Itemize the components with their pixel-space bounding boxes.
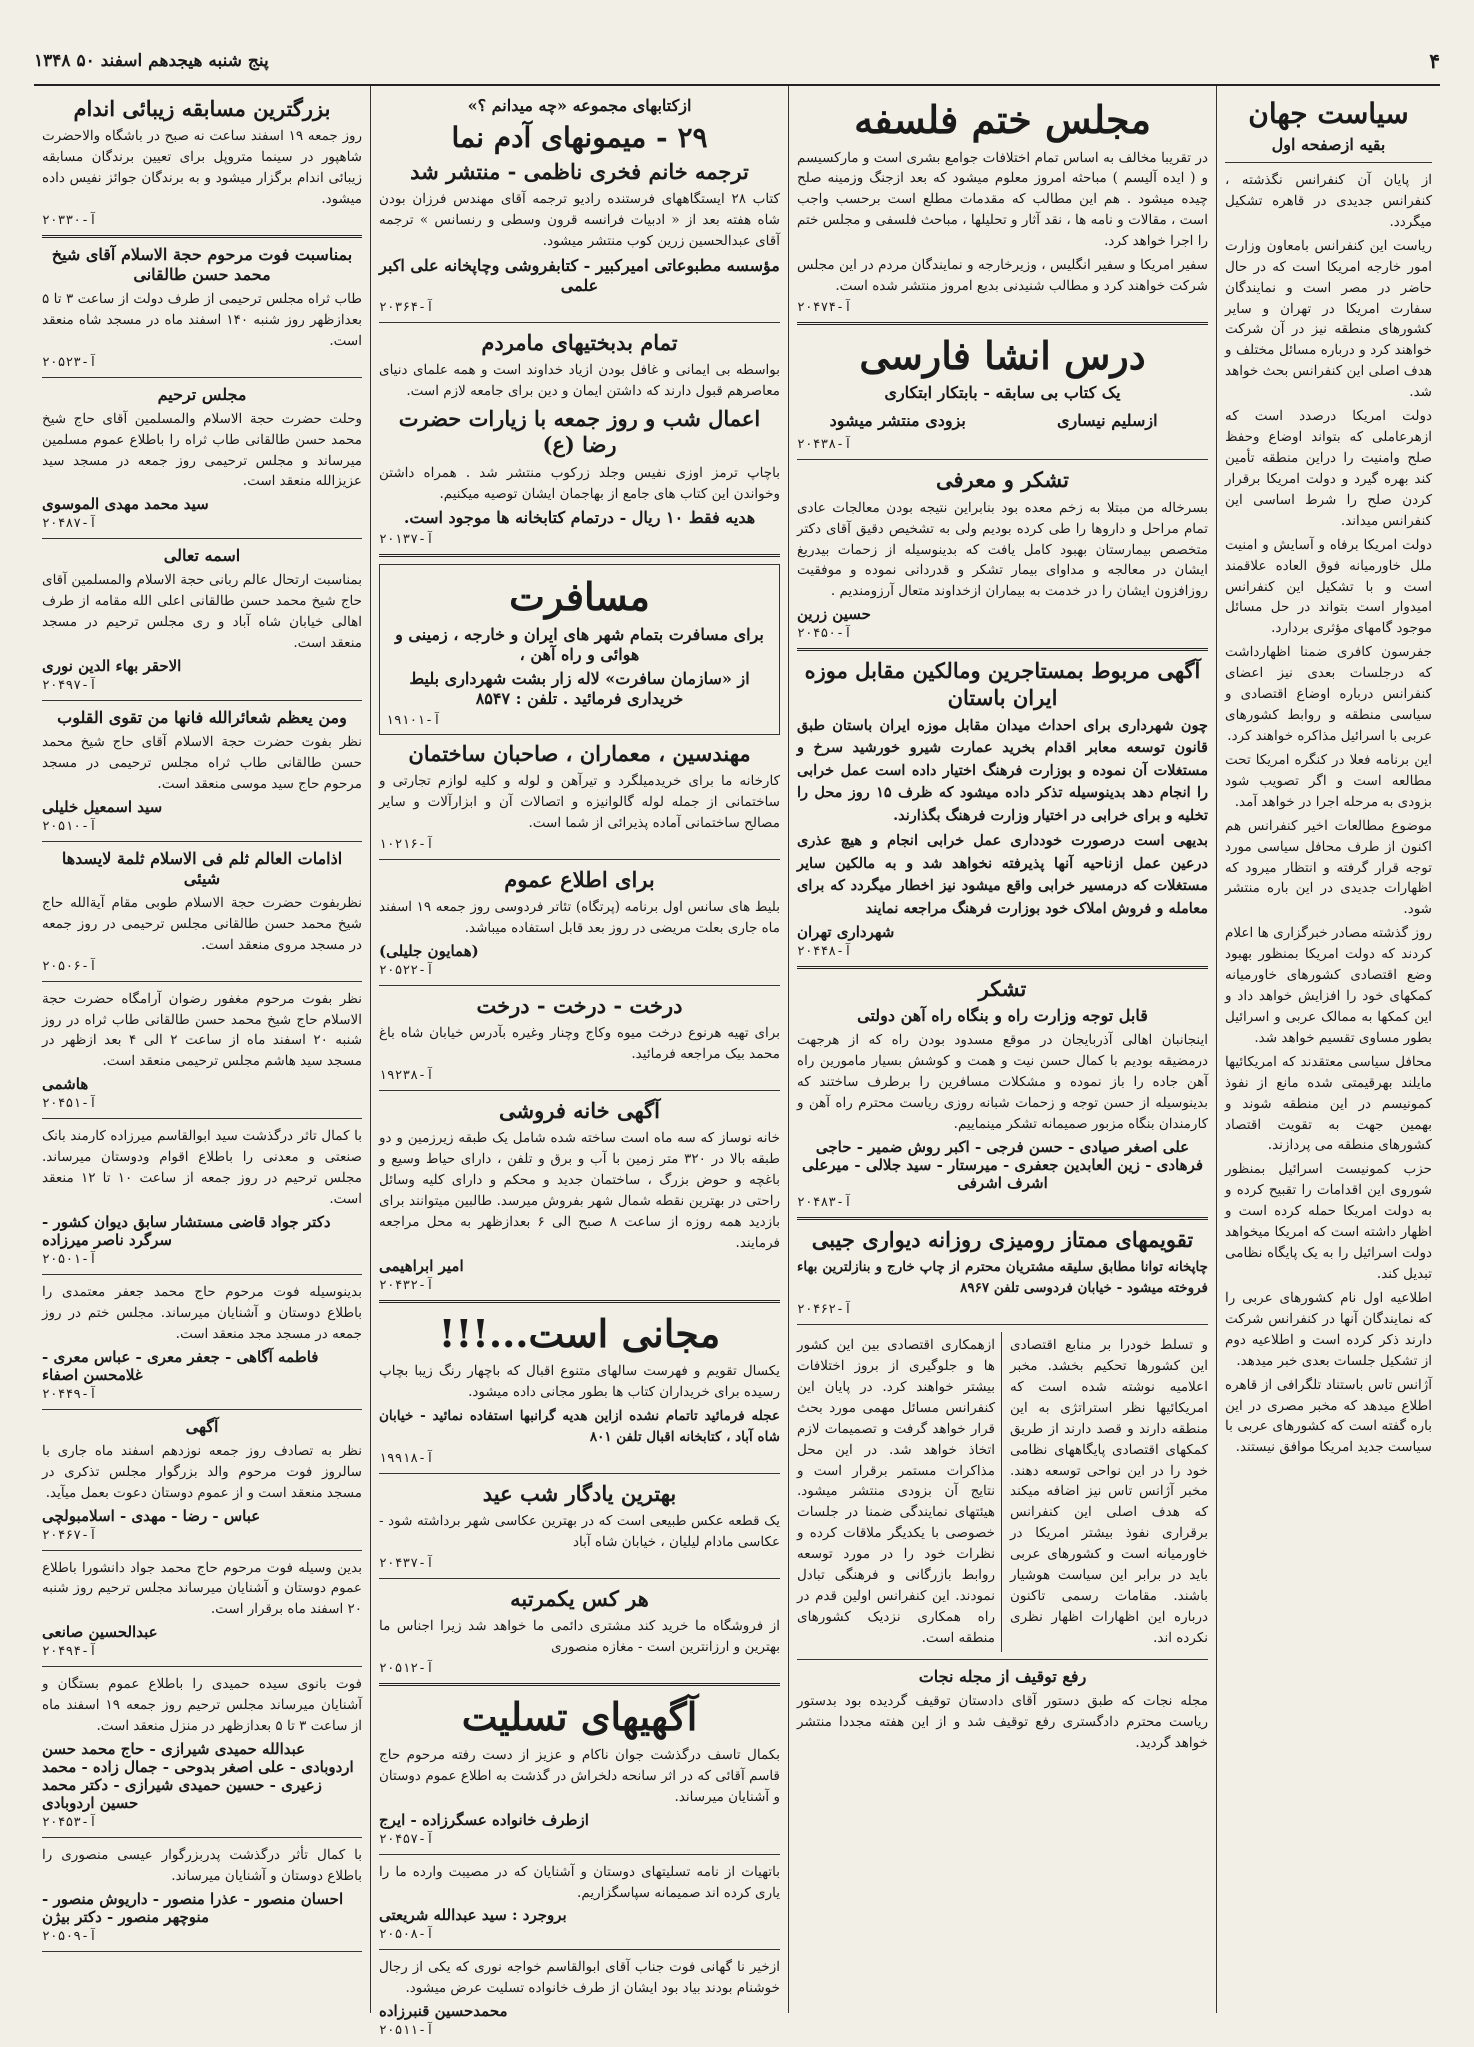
notice-title: رفع توقیف از مجله نجات — [918, 1666, 1087, 1686]
obituary-notice — [42, 1845, 362, 1952]
calendar-ad-text: چاپخانه توانا مطابق سلیقه مشتریان محترم از چاپ خارج و بنازلترین بهاء فروخته میشود - خیابان فردوسی تلفن ۸۹۶۷ — [797, 1259, 1208, 1297]
obituary-signature: سید اسمعیل خلیلی — [42, 797, 163, 816]
ad-ref: ۲۰۵۲۳-آ — [42, 354, 97, 370]
free-ad-text: عجله فرمائید تاتمام نشده ازاین هدیه گرانبها استفاده نمائید - خیابان شاه آباد ، کتابخانه اقبال تلفن ۸۰۱ — [379, 1408, 780, 1446]
obituary-text: بدین وسیله فوت مرحوم حاج محمد جواد دانشورا باطلاع عموم دوستان و آشنایان میرساند مجلس ترحیم روز شنبه ۲۰ اسفند ماه برقرار است. — [42, 1559, 362, 1618]
ad-ref: ۲۰۵۱۲-آ — [379, 1661, 434, 1677]
travel-ad-line: برای مسافرت بتمام شهر های ایران و خارجه ، زمینی و هوائی و راه آهن ، — [395, 624, 764, 664]
world-paragraph: موضوع مطالعات اخیر کنفرانس هم اکنون از طرف محافل سیاسی مورد توجه قرار گرفته و انتظار میرود که اظهارات جدیدی در این باره منتشر شود. — [1225, 817, 1432, 918]
world-paragraph: روز گذشته مصادر خبرگزاری ها اعلام کردند که دولت امریکا بمنظور بهبود وضع اقتصادی کشورهای خاورمیانه کمکهای خود را افزایش خواهد داد و این کمکها به ممالک عربی و اسرائیل بطور مساوی تقسیم خواهد شد. — [1225, 925, 1432, 1046]
museum-notice-title: آگهی مربوط بمستاجرین ومالکین مقابل موزه ایران باستان — [804, 658, 1201, 710]
thanks-signature: حسین زرین — [797, 605, 871, 624]
calendar-ad-title: تقویمهای ممتاز رومیزی روزانه دیواری جیبی — [811, 1226, 1194, 1252]
monkeys-text: کتاب ۲۸ ایستگاههای فرستنده رادیو ترجمه آقای مهندس فرزان بودن شاه هفته بعد از « ادبیات فرانسه قرون وسطی و رنسانس » ترجمه آقای عبدالحسین زرین کوب منتشر میشود. — [379, 191, 780, 250]
obituary-text: با کمال تأثر درگذشت پدربزرگوار عیسی منصوری را باطلاع دوستان و آشنایان میرساند. — [42, 1847, 362, 1884]
obituary-text: نظر بفوت حضرت حجة الاسلام آقای حاج شیخ محمد حسن طالقانی طاب ثراه مجلس ترحیمی در مسجد مرحوم حاج سید موسی منعقد است. — [42, 734, 362, 792]
obituary-title: آگهی — [185, 1416, 219, 1436]
ad-ref: ۲۰۵۰۹-آ — [42, 1928, 97, 1944]
obituary-text: طاب ثراه مجلس ترحیمی از طرف دولت از ساعت ۳ تا ۵ بعدازظهر روز شنبه ۱۴۰ اسفند ماه در مسجد شاه منعقد است. — [42, 290, 363, 349]
center-left-column — [370, 86, 788, 2039]
obituary-text: فوت بانوی سیده حمیدی را باطلاع عموم بستگان و آشنایان میرساند مجلس ترحیم روز جمعه ۱۹ اسفند ماه از ساعت ۳ تا ۵ بعدازظهر در منزل منعقد است. — [42, 1676, 363, 1735]
philosophy-text: در تقریبا مخالف به اساس تمام اختلافات جوامع بشری است و مارکسیسم و ( ایده آلیسم ) مباحثه امروز معلوم میشود که بعد ازجنگ وزمینه صلح چیده میشود . هم این مطالب که مقدمات مطلع است برحسب واجب است ، مقالات و نامه ها ، نقد آثار و تحلیلها ، مباحث فلسفی و مجلس ختم را اجرا خواهد کرد. — [797, 149, 1208, 250]
religious-book-title: تمام بدبختیهای مامردم — [481, 330, 678, 356]
persian-course-author: ازسلیم نیساری — [1056, 411, 1158, 431]
condolence-title: آگهیهای تسلیت — [461, 1694, 698, 1740]
religious-book-text: باچاپ ترمز اوزی نفیس وجلد زرکوب منتشر شد . همراه داشتن وخواندن این کتاب های جامع از بهاجمان ایشان توصیه میکنیم. — [379, 464, 780, 502]
travel-ad — [379, 564, 780, 735]
obituary-title: ومن یعظم شعائرالله فانها من تقوی القلوب — [57, 708, 347, 728]
world-paragraph: جفرسون کافری ضمنا اظهارداشت که درجلسات بعدی نیز اعضای کنفرانس درباره اوضاع اقتصادی و سیاسی منطقه و روابط کشورهای عربی با اسرائیل مذاکره خواهند کرد. — [1225, 644, 1432, 744]
condolence-text: باتهیات از نامه تسلیتهای دوستان و آشنایان که در مصیبت وارده ما را یاری کرده اند صمیمانه سپاسگزاریم. — [379, 1863, 780, 1901]
econ-text: ازهمکاری اقتصادی بین این کشور ها و جلوگیری از بروز اختلافات بیشتر خواهند کرد. در پایان این کنفرانس مسائل مهمی مورد بحث قرار خواهد گرفت و تصمیمات لازم اتخاذ خواهد شد. در این محل مذاکرات مستمر برقرار است و نتایج آن بزودی منتشر میشود. هیئتهای نمایندگی ضمنا در جلسات خصوصی با یکدیگر ملاقات کرده و نظرات خود را در مورد توسعه روابط بازرگانی و فرهنگی تبادل نمودند. این کنفرانس اولین قدم در راه همکاری نزدیک کشورهای منطقه است. — [797, 1336, 995, 1646]
condolence-signature: محمدحسین قنبرزاده — [379, 2002, 508, 2021]
obituary-text: نظربفوت حضرت حجة الاسلام طوبی مقام آیةالله حاج شیخ محمد حسن طالقانی مجلس ترحیمی در روز جمعه در مسجد مروی منعقد است. — [42, 894, 362, 953]
ad-ref: ۲۰۵۱۱-آ — [379, 2023, 434, 2039]
thanks2-signatures: علی اصغر صیادی - حسن فرجی - اکبر روش ضمیر - حاجی فرهادی - زین العابدین جعفری - میرستار - سید جلالی - میرعلی اشرف اشرفی — [801, 1137, 1204, 1192]
shop-ad-title: هر کس یکمرتبه — [510, 1586, 649, 1612]
obituary-signature: دکتر جواد قاضی مستشار سابق دیوان کشور - سرگرد ناصر میرزاده — [42, 1212, 331, 1249]
public-notice-text: بلیط های سانس اول برنامه (پرتگاه) تئاتر فردوسی روز جمعه ۱۹ اسفند ماه جاری بعلت مریضی در روز بعد قابل استفاده میباشد. — [379, 899, 780, 937]
ad-ref: ۲۰۴۳۷-آ — [379, 1556, 434, 1572]
obituary-signature: احسان منصور - عذرا منصور - داریوش منصور - منوچهر منصور - دکتر بیژن — [42, 1889, 344, 1926]
obituary-signature: فاطمه آگاهی - جعفر معری - عباس معری - غلامحسن اصفاء — [42, 1347, 319, 1384]
obituary-notice — [42, 1126, 362, 1275]
trees-ad-title: درخت - درخت - درخت — [476, 993, 683, 1019]
ad-ref: ۲۰۱۳۷-آ — [379, 532, 434, 548]
trees-ad-text: برای تهیه هرنوع درخت میوه وکاج وچنار وغیره بآدرس خیابان شاه باغ محمد بیک مراجعه فرمائید. — [379, 1025, 780, 1063]
ad-ref: ۲۰۵۰۸-آ — [379, 1927, 434, 1943]
issue-date: پنج شنبه هیجدهم اسفند ۵۰ ۱۳۴۸ — [34, 51, 269, 71]
obituary-text: بمناسبت ارتحال عالم ربانی حجة الاسلام والمسلمین آقای حاج شیخ محمد حسن طالقانی اعلی الله مقامه از طرف اهالی خیابان شاه آباد و ری مجلس ترحیم در مسجد منعقد است. — [42, 572, 362, 652]
ad-ref: ۲۰۴۷۴-آ — [797, 299, 852, 315]
house-sale-signature: امیر ابراهیمی — [379, 1256, 464, 1275]
ad-ref: ۲۰۴۵۳-آ — [42, 1815, 97, 1831]
persian-course-title: درس انشا فارسی — [859, 332, 1146, 378]
free-ad-text: یکسال تقویم و فهرست سالهای متنوع اقبال که باچهار رنگ زیبا بچاپ رسیده برای خریداران کتاب ها بطور مجانی داده میشود. — [379, 1363, 780, 1401]
ad-ref: ۱۹۹۱۸-آ — [379, 1451, 434, 1467]
contest-text: روز جمعه ۱۹ اسفند ساعت نه صبح در باشگاه والاحضرت شاهپور در سینما متروپل برای تعیین برندگان مسابقه زیبائی اندام برگزار میشود و به برندگان جوائز نفیس داده میشود. — [42, 128, 363, 208]
philosophy-text: سفیر امریکا و سفیر انگلیس ، وزیرخارجه و نمایندگان مردم در این مجلس شرکت خواهند کرد و مطالب شنیدنی بدیع امروز منتشر شده است. — [797, 257, 1208, 295]
obituary-signature: الاحقر بهاء الدین نوری — [42, 657, 182, 676]
obituary-signature: عباس - رضا - مهدی - اسلامبولچی — [42, 1506, 261, 1525]
ad-ref: ۲۰۴۳۸-آ — [797, 437, 852, 453]
persian-course-status: بزودی منتشر میشود — [829, 411, 966, 431]
ad-ref: ۲۰۴۹۷-آ — [42, 678, 97, 694]
religious-book-subtitle: اعمال شب و روز جمعه با زیارات حضرت رضا (ع) — [398, 406, 761, 458]
ad-ref: ۲۰۴۸۷-آ — [42, 516, 97, 532]
obituary-list — [42, 245, 362, 1952]
obituary-notice — [42, 1674, 362, 1838]
ad-ref: ۲۰۴۵۰-آ — [797, 626, 852, 642]
obituary-notice — [42, 385, 362, 540]
engineers-ad-text: کارخانه ما برای خریدمیلگرد و تیرآهن و لوله و کلیه لوازم تجارتی و ساختمانی از جمله لوله گالوانیزه و اتصالات آن و ابزارآلات و سایر مصالح ساختمانی آماده پذیرائی از شما است. — [379, 773, 780, 832]
ad-ref: ۲۰۴۴۸-آ — [797, 944, 852, 960]
condolence-signature: ازطرف خانواده عسگرزاده - ایرج — [379, 1810, 589, 1829]
obituary-signature: هاشمی — [42, 1075, 89, 1094]
obituary-text: بدینوسیله فوت مرحوم حاج محمد جعفر معتمدی را باطلاع دوستان و آشنایان میرساند. مجلس ختم در روز جمعه در مسجد مجد منعقد است. — [42, 1283, 362, 1342]
ad-ref: ۲۰۴۶۲-آ — [797, 1301, 852, 1317]
world-paragraph: دولت امریکا برفاه و آسایش و امنیت ملل خاورمیانه فوق العاده علاقمند است و با تشکیل این کنفرانس امیدوار است بتواند در حل مسائل موجود گامهای مؤثری بردارد. — [1225, 536, 1432, 637]
world-politics-column — [1216, 86, 1440, 2013]
obituary-signature: سید محمد مهدی الموسوی — [42, 495, 209, 514]
condolence-signature: بروجرد : سید عبدالله شریعتی — [379, 1906, 567, 1925]
obituary-notice — [42, 708, 362, 842]
world-paragraph: ریاست این کنفرانس بامعاون وزارت امور خارجه امریکا است که در حال حاضر در مصر است و نمایندگان سفارت امریکا در تهران و سایر کشورهای منطقه نیز در آن شرکت خواهند کرد و درباره مسائل مختلف و هدف اصلی این کنفرانس بحث خواهد شد. — [1225, 237, 1432, 401]
thanks2-title: تشکر — [978, 976, 1027, 1002]
obituary-text: نظر بفوت مرحوم مغفور رضوان آرامگاه حضرت حجة الاسلام حاج شیخ محمد حسن طالقانی طاب ثراه در روز شنبه ۲۰ اسفند ماه از ساعت ۲ الی ۴ بعد ازظهر در مسجد سید هاشم مجلس ترحیمی منعقد است. — [42, 990, 363, 1070]
columns — [34, 84, 1440, 2039]
center-right-column — [788, 86, 1216, 2013]
ad-ref: ۲۰۴۳۲-آ — [379, 1277, 434, 1293]
travel-ad-title: مسافرت — [509, 574, 650, 620]
world-politics-title: سیاست جهان — [1248, 97, 1409, 130]
ad-ref: ۲۰۵۰۱-آ — [42, 1251, 97, 1267]
world-paragraph: از پایان آن کنفرانس نگذشته ، کنفرانس جدیدی در قاهره تشکیل میگردد. — [1225, 172, 1432, 230]
thanks2-text: اینجانبان اهالی آذربایجان در موقع مسدود بودن راه که از هرجهت درمضیقه بودیم با کمال حسن نیت و همت و کوشش بسیار مامورین راه آهن جاده را باز نموده و مشکلات مسافرین را برطرف ساختند که بدینوسیله از حسن توجه و زحمات شبانه روزی ریاست محترم راه آهن و کارمندان بنگاه مزبور صمیمانه تشکر مینماییم. — [797, 1032, 1208, 1132]
world-politics-subtitle: بقیه ازصفحه اول — [1271, 135, 1386, 154]
eid-ad-text: یک قطعه عکس طبیعی است که در بهترین عکاسی شهر برداشته شود - عکاسی مادام لیلیان ، خیابان شاه آباد — [379, 1513, 780, 1551]
obituary-title: مجلس ترحیم — [157, 384, 247, 404]
page-header — [34, 46, 1440, 76]
ad-ref: ۲۰۵۰۶-آ — [42, 958, 97, 974]
house-sale-title: آگهی خانه فروشی — [499, 1098, 660, 1124]
econ-text: و تسلط خودرا بر منابع اقتصادی این کشورها تحکیم بخشد. مخبر اعلامیه نوشته شده است که امریکائیها نظر استراتژی به این منطقه دارند و قصد دارند از طریق کمکهای اقتصادی پایگاههای نظامی خود را در این نواحی توسعه دهند. مخبر آژانس تاس نیز اضافه میکند که هدف اصلی این کنفرانس برقراری نفوذ بیشتر امریکا در خاورمیانه است و کشورهای عربی باید در برابر این سیاست هوشیار باشند. مقامات رسمی تاکنون درباره این اظهارات اظهار نظری نکرده اند. — [1010, 1336, 1208, 1646]
world-paragraph: محافل سیاسی معتقدند که امریکائیها مایلند بهرقیمتی شده مانع از نفوذ کمونیسم در این منطقه شوند و بهمین جهت به تقویت اقتصاد کشورهای منطقه می پردازند. — [1225, 1053, 1432, 1154]
museum-notice-text: چون شهرداری برای احداث میدان مقابل موزه ایران باستان طبق قانون توسعه معابر اقدام بخرید عمارت شیرو خورشید سرخ و مستغلات آن نموده و بوزارت فرهنگ اختیار داده است عمل خرابی را انجام دهد بدینوسیله تذکر داده میشود که ظرف ۱۵ روز محل را تخلیه و برای خرابی در اختیار وزارت فرهنگ بگذارند. — [797, 716, 1208, 824]
page-number: ۴ — [1429, 49, 1440, 73]
thanks2-subtitle: قابل توجه وزارت راه و بنگاه راه آهن دولتی — [857, 1006, 1148, 1026]
public-notice-signature: (همایون جلیلی) — [379, 942, 479, 961]
obituary-notice — [42, 1558, 362, 1668]
ad-ref: ۲۰۵۲۲-آ — [379, 963, 434, 979]
free-ad-title: مجانی است...!!! — [438, 1310, 721, 1356]
engineers-ad-title: مهندسین ، معماران ، صاحبان ساختمان — [408, 740, 751, 766]
obituary-notice — [42, 989, 362, 1120]
ad-ref: ۲۰۴۹۴-آ — [42, 1644, 97, 1660]
obituaries-column — [34, 86, 370, 2013]
ad-ref: ۱۹۱۰۱-آ — [386, 712, 441, 728]
obituary-title: اذامات العالم ثلم فی الاسلام ثلمة لایسدها شیئی — [61, 848, 343, 888]
notice-text: مجله نجات که طبق دستور آقای دادستان توقیف گردیده بود بدستور ریاست محترم دادگستری رفع توقیف شد و از این هفته مجددا منتشر خواهد گردید. — [797, 1692, 1208, 1751]
world-paragraph: دولت امریکا درصدد است که ازهرعاملی که بتواند اوضاع وحفظ صلح وامنیت را دراین منطقه تأمین کند بهره گیرد و دولت امریکا برقرار کردن صلح را شرط اساسی این کنفرانس میداند. — [1225, 408, 1432, 529]
condolence-text: ازخیر نا گهانی فوت جناب آقای ابوالقاسم خواجه نوری که یکی از رجال خوشنام بودند بیاد بود ایشان از طرف خانواده تسلیت عرض میشود. — [379, 1959, 780, 1997]
public-notice-title: برای اطلاع عموم — [504, 866, 655, 892]
monkeys-title: ۲۹ - میمونهای آدم نما — [451, 121, 708, 154]
obituary-signature: عبدالحسین صانعی — [42, 1623, 158, 1642]
obituary-notice — [42, 1417, 362, 1551]
condolence-text: بکمال تاسف درگذشت جوان ناکام و عزیز از دست رفته مرحوم حاج قاسم آقائی که در اثر سانحه دلخراش در گذشت به اطلاع عموم دوستان و آشنایان میرساند. — [379, 1746, 780, 1805]
museum-notice-text: بدیهی است درصورت خودداری عمل خرابی انجام و هیچ عذری درعین عمل ازناحیه آنها پذیرفته نخواهد شد و به مالکین سایر مستغلات که درمسیر خرابی واقع میشود نیز اخطار میگردد که برای معامله و فروش املاک خود بوزارت فرهنگ مراجعه نمایند — [797, 832, 1208, 917]
ad-ref: ۲۰۳۳۰-آ — [42, 212, 97, 228]
world-paragraph: حزب کمونیست اسرائیل بمنظور شوروی این اقدامات را تقبیح کرده و به دولت امریکا حمله کرده است و اظهار داشته است که امریکا میخواهد دولت اسرائیل را به یک پایگاه نظامی تبدیل کند. — [1225, 1161, 1432, 1283]
thanks-text: بسرخاله من مبتلا به زخم معده بود بنابراین نتیجه بودن معالجات عادی تمام مراحل و داروها را طی کرده بودیم ولی به تشخیص دقیق آقای دکتر متخصص بیمارستان بهبود کامل یافت که بدینوسیله از زحمات بیدریغ ایشان در معالجه و مداوای بیمار تشکر و قدردانی نموده و موفقیت روزافزون ایشان را در خدمت به بیماران ازخداوند متعال آرزومندیم . — [797, 499, 1208, 600]
persian-course-desc: یک کتاب بی سابقه - بابتکار ابتکاری — [884, 383, 1121, 403]
world-paragraph: این برنامه فعلا در کنگره امریکا تحت مطالعه است و اگر تصویب شود بزودی به مرحله اجرا در خواهد آمد. — [1225, 751, 1432, 810]
monkeys-series: ازکتابهای مجموعه «چه میدانم ؟» — [467, 96, 692, 115]
ad-ref: ۲۰۴۴۹-آ — [42, 1386, 97, 1402]
obituary-notice — [42, 245, 362, 378]
world-paragraph: آژانس تاس باستناد تلگرافی از قاهره اطلاع میدهد که مخبر مصری در این باره گفته است که کشورهای عربی با سیاست جدید امریکا موافق نیستند. — [1225, 1376, 1432, 1456]
contest-title: بزرگترین مسابقه زیبائی اندام — [73, 96, 331, 121]
ad-ref: ۲۰۴۸۳-آ — [797, 1194, 852, 1210]
travel-ad-line: از «سازمان سافرت» لاله زار بشت شهرداری بلیط خریداری فرمائید . تلفن : ۸۵۴۷ — [409, 668, 750, 708]
philosophy-title: مجلس ختم فلسفه — [854, 97, 1151, 142]
obituary-text: نظر به تصادف روز جمعه نوزدهم اسفند ماه جاری با سالروز فوت مرحوم والد بزرگوار مجلس تذکری در مسجد منعقد است و از عموم دوستان دعوت بعمل میآید. — [42, 1442, 362, 1501]
obituary-notice — [42, 546, 362, 701]
shop-ad-text: از فروشگاه ما خرید کند مشتری دائمی ما خواهد شد زیرا اجناس ما بهترین و ارزانترین است - مغازه منصوری — [379, 1618, 780, 1656]
ad-ref: ۱۰۲۱۶-آ — [379, 836, 434, 852]
obituary-title: بمناسبت فوت مرحوم حجة الاسلام آقای شیخ محمد حسن طالقانی — [51, 244, 353, 284]
ad-ref: ۲۰۳۶۴-آ — [379, 300, 434, 316]
obituary-signature: عبدالله حمیدی شیرازی - حاج محمد حسن اردوبادی - علی اصغر بدوحی - جمال زاده - محمد زعیری - حسین حمیدی شیرازی - دکتر محمد حسین اردوبادی — [42, 1740, 354, 1813]
world-paragraph: اطلاعیه اول نام کشورهای عربی را که نمایندگان آنها در کنفرانس شرکت دارند ذکر کرده است و اطلاعیه دوم از تشکیل جلسات بعدی خبر میدهد. — [1225, 1289, 1432, 1369]
ad-ref: ۲۰۵۱۰-آ — [42, 818, 97, 834]
thanks-title: تشکر و معرفی — [935, 467, 1070, 493]
ad-ref: ۱۹۲۳۸-آ — [379, 1068, 434, 1084]
eid-ad-title: بهترین یادگار شب عید — [482, 1481, 677, 1507]
ad-ref: ۲۰۴۵۷-آ — [379, 1831, 434, 1847]
obituary-notice — [42, 849, 362, 982]
obituary-text: با کمال تاثر درگذشت سید ابوالقاسم میرزاده کارمند بانک صنعتی و معدنی را باطلاع اقوام ودوستان میرساند. مجلس ترحیم در روز جمعه از ساعت ۱۰ تا ۱۲ منعقد است. — [42, 1128, 362, 1208]
religious-book-price: هدیه فقط ۱۰ ریال - درتمام کتابخانه ها موجود است. — [403, 508, 756, 528]
monkeys-publisher: مؤسسه مطبوعاتی امیرکبیر - کتابفروشی وچاپخانه علی اکبر علمی — [379, 256, 780, 296]
obituary-title: اسمه تعالی — [163, 546, 241, 566]
museum-notice-org: شهرداری تهران — [797, 923, 895, 942]
ad-ref: ۲۰۴۵۱-آ — [42, 1096, 97, 1112]
ad-ref: ۲۰۴۶۷-آ — [42, 1527, 97, 1543]
obituary-text: وحلت حضرت حجة الاسلام والمسلمین آقای حاج شیخ محمد حسن طالقانی طاب ثراه را باطلاع عموم مسلمین میرساند و مجلس ترحیمی روز جمعه در مسجد سید عزیزالله منعقد است. — [42, 410, 362, 490]
house-sale-text: خانه نوساز که سه ماه است ساخته شده شامل یک طبقه زیرزمین و دو طبقه بالا در ۳۲۰ متر زمین با آب و برق و تلفن ، دارای حیاط وسیع و باغچه و حوض بزرگ ، ساختمان جدید و محکم و دارای کلیه وسائل راحتی در بهترین نقطه شمال شهر بفروش میرسد. طالبین میتوانند برای بازدید همه روزه از ساعت ۸ صبح الی ۶ بعدازظهر به محل مراجعه فرمایند. — [379, 1130, 781, 1252]
monkeys-translator: ترجمه خانم فخری ناظمی - منتشر شد — [410, 159, 749, 184]
obituary-notice — [42, 1282, 362, 1410]
religious-book-text: بواسطه بی ایمانی و غافل بودن ازیاد خداوند است و همه علمای دنیای معاصرهم قبول دارند که داشتن ایمان و دین برای جامعه لازم است. — [379, 362, 780, 400]
